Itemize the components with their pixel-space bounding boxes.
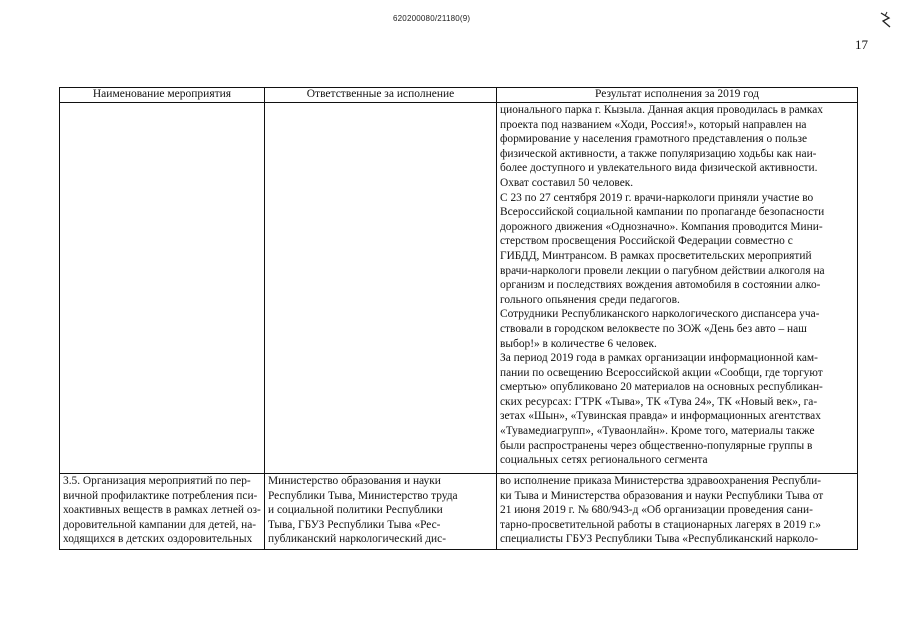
responsible-cell (265, 474, 497, 550)
text-line: проекта под названием «Ходи, Россия!», который направлен на (500, 118, 807, 131)
text-line: выбор!» в количестве 6 человек. (500, 337, 657, 350)
text-line: С 23 по 27 сентября 2019 г. врачи-наркологи приняли участие во (500, 191, 814, 204)
activity-cell (60, 103, 265, 474)
text-line: организм и последствиях вождения автомобиля в состоянии алко- (500, 279, 821, 292)
table-header-row (60, 88, 858, 103)
text-line: и социальной политики Республики (268, 504, 443, 517)
text-line: хоактивных веществ в рамках летней оз- (63, 504, 261, 517)
text-line: ционального парка г. Кызыла. Данная акция проводилась в рамках (500, 104, 823, 116)
text-line: 3.5. Организация мероприятий по пер- (63, 475, 251, 487)
handwritten-mark-icon (878, 10, 892, 30)
result-text (500, 474, 854, 547)
text-line: ских ресурсах: ГТРК «Тыва», ТК «Тува 24», ТК «Новый век», га- (500, 395, 818, 408)
table-row (60, 103, 858, 474)
text-line: более доступного и увлекательного вида физической активности. (500, 162, 818, 175)
text-line: ходящихся в детских оздоровительных (63, 533, 253, 546)
text-line: смертью» опубликовано 20 материалов на основных республикан- (500, 381, 823, 394)
column-header-activity: Наименование мероприятия (60, 88, 265, 103)
text-line: были распространены через общественно-популярные группы в (500, 439, 813, 452)
text-line: специалисты ГБУЗ Республики Тыва «Республиканский нарколо- (500, 533, 819, 546)
text-line: зетах «Шын», «Тувинская правда» и информационных агентствах (500, 410, 821, 423)
activities-table (59, 87, 858, 550)
text-line: ГИБДД, Минтрансом. В рамках просветительских мероприятий (500, 249, 812, 262)
text-line: За период 2019 года в рамках организации информационной кам- (500, 352, 818, 365)
result-cell (497, 103, 858, 474)
text-line: тарно-просветительной работы в стационарных лагерях в 2019 г.» (500, 518, 821, 531)
text-line: пании по освещению Всероссийской акции «Сообщи, где торгуют (500, 366, 823, 379)
document-id: 620200080/21180(9) (393, 14, 471, 23)
text-line: 21 июня 2019 г. № 680/943-д «Об организации проведения сани- (500, 504, 813, 517)
column-header-result: Результат исполнения за 2019 год (497, 88, 858, 103)
text-line: Всероссийской социальной кампании по пропаганде безопасности (500, 206, 825, 219)
text-line: врачи-наркологи провели лекции о пагубном действии алкоголя на (500, 264, 825, 277)
text-line: ствовали в городском велоквесте по ЗОЖ «День без авто – наш (500, 322, 807, 335)
text-line: во исполнение приказа Министерства здравоохранения Республи- (500, 475, 822, 487)
text-line: ки Тыва и Министерства образования и науки Республики Тыва от (500, 489, 824, 502)
text-line: физической активности, а также популяризацию ходьбы как наи- (500, 147, 817, 160)
text-line: дорожного движения «Однозначно». Компания проводится Мини- (500, 220, 823, 233)
text-line: социальных сетях регионального сегмента (500, 454, 708, 467)
activity-text (63, 474, 261, 547)
text-line: стерством просвещения Российской Федерации совместно с (500, 235, 793, 248)
table-row (60, 474, 858, 550)
text-line: доровительной кампании для детей, на- (63, 518, 257, 531)
text-line: Министерство образования и науки (268, 475, 441, 487)
text-line: гольного опьянения среди педагогов. (500, 293, 680, 306)
responsible-text (268, 474, 493, 547)
text-line: Тыва, ГБУЗ Республики Тыва «Рес- (268, 518, 441, 531)
text-line: формирование у населения грамотного представления о пользе (500, 133, 808, 146)
result-cell (497, 474, 858, 550)
column-header-responsible: Ответственные за исполнение (265, 88, 497, 103)
text-line: вичной профилактике потребления пси- (63, 489, 258, 502)
result-text (500, 103, 854, 468)
text-line: Республики Тыва, Министерство труда (268, 489, 458, 502)
text-line: «Тувамедиагрупп», «Туваонлайн». Кроме того, материалы также (500, 425, 815, 438)
responsible-cell (265, 103, 497, 474)
text-line: Охват составил 50 человек. (500, 176, 634, 189)
activity-cell (60, 474, 265, 550)
text-line: Сотрудники Республиканского наркологического диспансера уча- (500, 308, 820, 321)
page-number: 17 (855, 37, 868, 52)
text-line: публиканский наркологический дис- (268, 533, 447, 546)
